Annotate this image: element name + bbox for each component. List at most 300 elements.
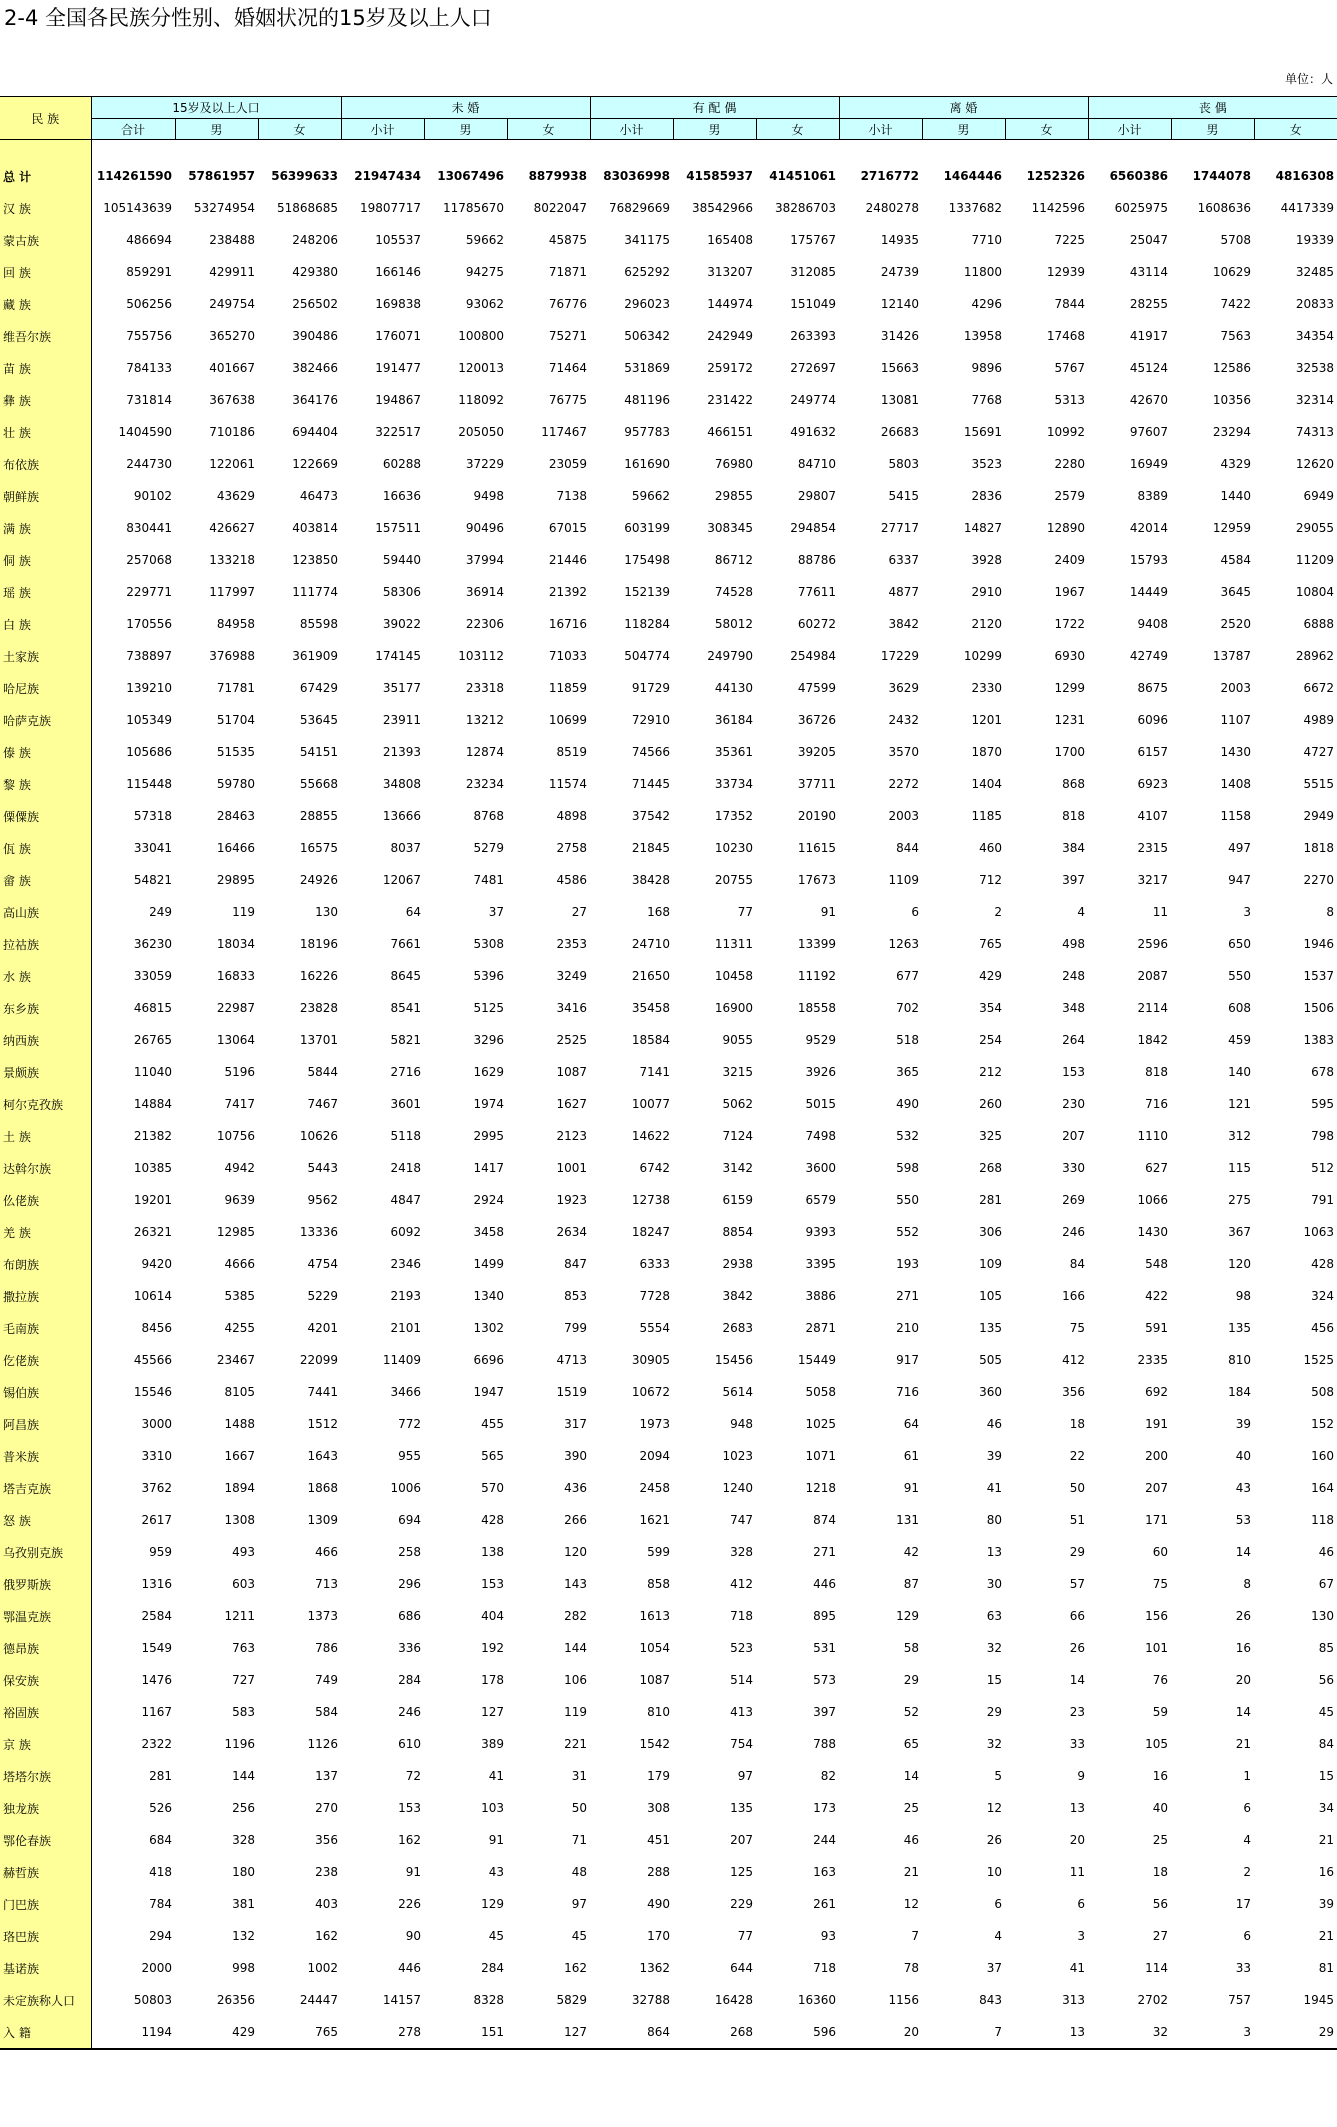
table-cell: 43: [488, 1865, 505, 1879]
table-cell: 460: [979, 841, 1003, 855]
table-cell: 133218: [209, 553, 255, 567]
table-row: [0, 352, 1337, 384]
table-cell: 29807: [797, 489, 837, 503]
table-row: [0, 1568, 1337, 1600]
table-cell: 105: [979, 1289, 1003, 1303]
table-cell: 6025975: [1114, 201, 1169, 215]
table-cell: 583: [232, 1705, 255, 1719]
table-cell: 50: [571, 1801, 588, 1815]
table-cell: 610: [398, 1737, 422, 1751]
table-cell: 17673: [797, 873, 837, 887]
table-cell: 11859: [548, 681, 588, 695]
table-cell: 21382: [133, 1129, 172, 1143]
table-cell: 13787: [1212, 649, 1252, 663]
table-cell: 749: [315, 1673, 339, 1687]
table-cell: 5415: [888, 489, 920, 503]
table-row: [0, 288, 1337, 320]
table-cell: 830441: [126, 521, 172, 535]
table-cell: 1167: [141, 1705, 172, 1719]
table-cell: 1299: [1054, 681, 1086, 695]
table-cell: 6923: [1137, 777, 1169, 791]
table-cell: 6: [911, 905, 920, 919]
table-cell: 738897: [126, 649, 172, 663]
ethnic-group-name: 总 计: [0, 160, 91, 192]
table-cell: 101: [1145, 1641, 1169, 1655]
table-cell: 260: [979, 1097, 1003, 1111]
table-cell: 34354: [1295, 329, 1335, 343]
table-cell: 451: [647, 1833, 671, 1847]
table-cell: 18584: [631, 1033, 671, 1047]
table-cell: 91: [405, 1865, 422, 1879]
table-cell: 176071: [375, 329, 422, 343]
header-sub-col: 女: [507, 119, 590, 140]
table-row: [0, 1408, 1337, 1440]
table-cell: 43: [1235, 1481, 1252, 1495]
table-cell: 200: [1145, 1449, 1169, 1463]
table-cell: 9562: [307, 1193, 339, 1207]
table-cell: 317: [564, 1417, 588, 1431]
table-cell: 2330: [971, 681, 1003, 695]
table-cell: 367: [1228, 1225, 1252, 1239]
table-cell: 26765: [133, 1033, 172, 1047]
table-cell: 151049: [790, 297, 837, 311]
table-cell: 360: [979, 1385, 1003, 1399]
table-cell: 2: [1243, 1865, 1252, 1879]
ethnic-group-name: 裕固族: [0, 1696, 91, 1728]
table-cell: 1087: [639, 1673, 671, 1687]
table-cell: 16716: [548, 617, 588, 631]
table-cell: 74528: [714, 585, 754, 599]
table-cell: 2716: [390, 1065, 422, 1079]
table-cell: 446: [813, 1577, 837, 1591]
table-cell: 1025: [805, 1417, 837, 1431]
table-cell: 5767: [1054, 361, 1086, 375]
table-cell: 8768: [473, 809, 505, 823]
table-cell: 1231: [1054, 713, 1086, 727]
table-cell: 322517: [375, 425, 422, 439]
table-cell: 1613: [639, 1609, 671, 1623]
table-cell: 8879938: [528, 169, 588, 183]
table-cell: 63: [986, 1609, 1003, 1623]
table-cell: 523: [730, 1641, 754, 1655]
table-cell: 4329: [1220, 457, 1252, 471]
table-cell: 15: [1318, 1769, 1335, 1783]
table-cell: 6696: [473, 1353, 505, 1367]
table-cell: 77: [737, 905, 754, 919]
table-cell: 1499: [473, 1257, 505, 1271]
table-cell: 341175: [624, 233, 671, 247]
table-cell: 1868: [307, 1481, 339, 1495]
table-cell: 718: [730, 1609, 754, 1623]
table-cell: 12738: [631, 1193, 671, 1207]
table-cell: 105349: [126, 713, 172, 727]
table-cell: 684: [149, 1833, 172, 1847]
table-cell: 38542966: [691, 201, 754, 215]
header-sub-col: 女: [756, 119, 839, 140]
table-cell: 248: [1062, 969, 1086, 983]
table-cell: 205050: [458, 425, 505, 439]
table-cell: 1373: [307, 1609, 339, 1623]
table-cell: 757: [1228, 1993, 1252, 2007]
table-cell: 608: [1228, 1001, 1252, 1015]
table-cell: 17229: [880, 649, 920, 663]
table-cell: 294854: [790, 521, 837, 535]
table-cell: 118: [1311, 1513, 1335, 1527]
table-cell: 1263: [888, 937, 920, 951]
table-cell: 15691: [963, 425, 1003, 439]
table-cell: 4: [1077, 905, 1086, 919]
table-cell: 71445: [631, 777, 671, 791]
table-cell: 8105: [224, 1385, 255, 1399]
table-cell: 1158: [1220, 809, 1252, 823]
table-cell: 6: [1243, 1801, 1252, 1815]
table-cell: 39205: [797, 745, 837, 759]
table-row: [0, 704, 1337, 736]
table-cell: 120: [1228, 1257, 1252, 1271]
table-cell: 955: [398, 1449, 422, 1463]
table-cell: 44130: [714, 681, 754, 695]
table-cell: 193: [896, 1257, 920, 1271]
table-cell: 428: [1311, 1257, 1335, 1271]
table-cell: 694404: [292, 425, 339, 439]
table-cell: 74313: [1295, 425, 1335, 439]
table-cell: 259172: [707, 361, 754, 375]
table-cell: 1700: [1054, 745, 1086, 759]
table-cell: 120: [564, 1545, 588, 1559]
ethnic-group-name: 入 籍: [0, 2016, 91, 2049]
table-cell: 1643: [307, 1449, 339, 1463]
ethnic-group-name: 仫佬族: [0, 1184, 91, 1216]
table-cell: 281: [979, 1193, 1003, 1207]
table-cell: 531869: [624, 361, 671, 375]
table-cell: 10385: [133, 1161, 172, 1175]
table-cell: 271: [813, 1545, 837, 1559]
table-cell: 5: [994, 1769, 1003, 1783]
table-cell: 11040: [133, 1065, 172, 1079]
table-cell: 6: [1243, 1929, 1252, 1943]
table-cell: 7467: [307, 1097, 339, 1111]
table-cell: 153: [1062, 1065, 1086, 1079]
table-cell: 179: [647, 1769, 671, 1783]
ethnic-group-name: 布朗族: [0, 1248, 91, 1280]
table-cell: 7141: [639, 1065, 671, 1079]
table-cell: 127: [507, 2016, 590, 2049]
table-cell: 229: [730, 1897, 754, 1911]
table-cell: 53274954: [193, 201, 255, 215]
table-cell: 18: [1152, 1865, 1169, 1879]
table-cell: 37229: [465, 457, 505, 471]
table-cell: 231422: [707, 393, 754, 407]
table-cell: 162: [398, 1833, 422, 1847]
ethnic-group-name: 维吾尔族: [0, 320, 91, 352]
table-cell: 2120: [971, 617, 1003, 631]
table-cell: 97607: [1129, 425, 1169, 439]
table-cell: 105143639: [103, 201, 172, 215]
table-cell: 26: [1235, 1609, 1252, 1623]
table-cell: 2087: [1137, 969, 1169, 983]
table-cell: 106: [564, 1673, 588, 1687]
table-row: [0, 1344, 1337, 1376]
table-cell: 4: [994, 1929, 1003, 1943]
table-cell: 169838: [375, 297, 422, 311]
table-cell: 6888: [1303, 617, 1335, 631]
table-cell: 5385: [224, 1289, 255, 1303]
table-cell: 37542: [631, 809, 671, 823]
table-cell: 160: [1311, 1449, 1335, 1463]
table-cell: 3: [1171, 2016, 1254, 2049]
table-cell: 401667: [209, 361, 255, 375]
table-cell: 4666: [224, 1257, 255, 1271]
ethnic-group-name: 阿昌族: [0, 1408, 91, 1440]
table-cell: 29: [1254, 2016, 1337, 2049]
table-cell: 13701: [299, 1033, 339, 1047]
table-cell: 686: [398, 1609, 422, 1623]
ethnic-group-name: 白 族: [0, 608, 91, 640]
table-cell: 47599: [797, 681, 837, 695]
table-row: [0, 1248, 1337, 1280]
table-cell: 8389: [1137, 489, 1169, 503]
table-row: [0, 960, 1337, 992]
table-cell: 40: [1235, 1449, 1252, 1463]
table-cell: 2353: [556, 937, 588, 951]
table-cell: 139210: [126, 681, 172, 695]
ethnic-group-name: 藏 族: [0, 288, 91, 320]
ethnic-group-name: 保安族: [0, 1664, 91, 1696]
table-cell: 117467: [541, 425, 588, 439]
table-cell: 26683: [880, 425, 920, 439]
table-cell: 2000: [141, 1961, 172, 1975]
table-cell: 6560386: [1109, 169, 1169, 183]
table-cell: 17468: [1046, 329, 1086, 343]
table-cell: 115448: [126, 777, 172, 791]
table-row: [0, 1312, 1337, 1344]
table-cell: 2094: [639, 1449, 671, 1463]
table-cell: 7: [911, 1929, 920, 1943]
table-cell: 361909: [292, 649, 339, 663]
ethnic-group-name: 畲 族: [0, 864, 91, 896]
table-cell: 573: [813, 1673, 837, 1687]
table-cell: 1316: [141, 1577, 172, 1591]
table-cell: 312085: [790, 265, 837, 279]
table-cell: 32538: [1295, 361, 1335, 375]
table-cell: 37711: [797, 777, 837, 791]
table-cell: 13067496: [437, 169, 505, 183]
table-cell: 120013: [458, 361, 505, 375]
table-cell: 84958: [216, 617, 255, 631]
table-cell: 1430: [1220, 745, 1252, 759]
table-cell: 9393: [805, 1225, 837, 1239]
table-cell: 1870: [971, 745, 1003, 759]
table-cell: 33: [1235, 1961, 1252, 1975]
table-cell: 10614: [133, 1289, 172, 1303]
table-cell: 1525: [1303, 1353, 1335, 1367]
table-cell: 6930: [1054, 649, 1086, 663]
header-sub-col: 男: [922, 119, 1005, 140]
table-cell: 97: [571, 1897, 588, 1911]
table-cell: 15793: [1129, 553, 1169, 567]
ethnic-group-name: 满 族: [0, 512, 91, 544]
table-cell: 6159: [722, 1193, 754, 1207]
table-cell: 221: [564, 1737, 588, 1751]
table-cell: 5829: [556, 1993, 588, 2007]
table-cell: 153: [481, 1577, 505, 1591]
table-cell: 3217: [1137, 873, 1169, 887]
table-cell: 429911: [209, 265, 255, 279]
table-cell: 859291: [126, 265, 172, 279]
table-cell: 8456: [141, 1321, 172, 1335]
table-cell: 270: [315, 1801, 339, 1815]
table-cell: 21: [1318, 1929, 1335, 1943]
table-cell: 41: [986, 1481, 1003, 1495]
table-cell: 84: [1318, 1737, 1335, 1751]
table-cell: 132: [232, 1929, 255, 1943]
table-row: [0, 1984, 1337, 2016]
table-cell: 84710: [797, 457, 837, 471]
table-cell: 3416: [556, 1001, 588, 1015]
table-cell: 12140: [880, 297, 920, 311]
table-cell: 22: [1069, 1449, 1086, 1463]
table-row: [0, 1824, 1337, 1856]
table-cell: 2836: [971, 489, 1003, 503]
table-cell: 412: [730, 1577, 754, 1591]
table-cell: 264: [1062, 1033, 1086, 1047]
table-row: [0, 1664, 1337, 1696]
table-cell: 10077: [631, 1097, 671, 1111]
table-cell: 5844: [307, 1065, 339, 1079]
table-cell: 947: [1228, 873, 1252, 887]
table-cell: 599: [647, 1545, 671, 1559]
table-row: [0, 1216, 1337, 1248]
table-cell: 41: [488, 1769, 505, 1783]
table-row: [0, 1056, 1337, 1088]
table-cell: 36230: [133, 937, 172, 951]
table-row: [0, 1024, 1337, 1056]
table-cell: 3570: [888, 745, 920, 759]
table-cell: 4255: [224, 1321, 255, 1335]
table-cell: 1818: [1303, 841, 1335, 855]
table-cell: 1156: [888, 1993, 920, 2007]
table-row: [0, 576, 1337, 608]
table-cell: 35177: [382, 681, 422, 695]
table-cell: 16428: [714, 1993, 754, 2007]
table-cell: 35361: [714, 745, 754, 759]
table-cell: 1054: [639, 1641, 671, 1655]
table-cell: 71: [571, 1833, 588, 1847]
table-cell: 13064: [216, 1033, 255, 1047]
header-group-unmarried: 未 婚: [341, 97, 590, 119]
table-row: [0, 1376, 1337, 1408]
table-cell: 426627: [209, 521, 255, 535]
table-cell: 258: [398, 1545, 422, 1559]
table-cell: 15: [986, 1673, 1003, 1687]
table-cell: 810: [647, 1705, 671, 1719]
table-cell: 603: [232, 1577, 255, 1591]
table-cell: 17: [1235, 1897, 1252, 1911]
table-cell: 19201: [133, 1193, 172, 1207]
table-cell: 1211: [224, 1609, 255, 1623]
table-cell: 2114: [1137, 1001, 1169, 1015]
table-cell: 71464: [548, 361, 588, 375]
table-cell: 8: [1243, 1577, 1252, 1591]
table-row: [0, 1280, 1337, 1312]
table-cell: 330: [1062, 1161, 1086, 1175]
table-row: [0, 224, 1337, 256]
table-cell: 2584: [141, 1609, 172, 1623]
table-cell: 4417339: [1280, 201, 1335, 215]
ethnic-group-name: 纳西族: [0, 1024, 91, 1056]
table-cell: 1063: [1303, 1225, 1335, 1239]
table-cell: 53: [1235, 1513, 1252, 1527]
table-cell: 381: [232, 1897, 255, 1911]
table-cell: 103: [481, 1801, 505, 1815]
table-cell: 22099: [299, 1353, 339, 1367]
ethnic-group-name: 东乡族: [0, 992, 91, 1024]
table-cell: 518: [896, 1033, 920, 1047]
table-cell: 3926: [805, 1065, 837, 1079]
table-cell: 100800: [458, 329, 505, 343]
ethnic-group-name: 朝鲜族: [0, 480, 91, 512]
table-cell: 35458: [631, 1001, 671, 1015]
table-cell: 1519: [556, 1385, 588, 1399]
table-cell: 248206: [292, 233, 339, 247]
table-cell: 1417: [473, 1161, 505, 1175]
table-cell: 356: [315, 1833, 339, 1847]
table-cell: 3: [1243, 905, 1252, 919]
table-cell: 90: [405, 1929, 422, 1943]
table-row: [0, 192, 1337, 224]
table-cell: 13399: [797, 937, 837, 951]
table-cell: 1337682: [948, 201, 1003, 215]
table-cell: 772: [398, 1417, 422, 1431]
table-cell: 127: [481, 1705, 505, 1719]
table-cell: 184: [1228, 1385, 1252, 1399]
table-cell: 91: [903, 1481, 920, 1495]
table-cell: 168: [647, 905, 671, 919]
table-cell: 418: [149, 1865, 172, 1879]
table-cell: 3395: [805, 1257, 837, 1271]
table-cell: 6092: [390, 1225, 422, 1239]
table-cell: 2480278: [865, 201, 920, 215]
table-cell: 21393: [382, 745, 422, 759]
table-cell: 46473: [299, 489, 339, 503]
table-cell: 784: [149, 1897, 172, 1911]
table-cell: 32485: [1295, 265, 1335, 279]
header-sub-col: 女: [258, 119, 341, 140]
table-cell: 129: [896, 1609, 920, 1623]
table-cell: 481196: [624, 393, 671, 407]
table-cell: 390: [564, 1449, 588, 1463]
table-cell: 271: [896, 1289, 920, 1303]
table-cell: 114261590: [96, 169, 172, 183]
table-cell: 90102: [133, 489, 172, 503]
table-cell: 37: [488, 905, 505, 919]
table-row: [0, 640, 1337, 672]
table-cell: 1404590: [118, 425, 172, 439]
table-cell: 60: [1152, 1545, 1169, 1559]
table-cell: 5708: [1220, 233, 1252, 247]
table-cell: 138: [481, 1545, 505, 1559]
table-cell: 5308: [473, 937, 505, 951]
table-cell: 20190: [797, 809, 837, 823]
table-cell: 226: [398, 1897, 422, 1911]
table-cell: 2280: [1054, 457, 1086, 471]
table-cell: 11574: [548, 777, 588, 791]
table-cell: 1947: [473, 1385, 505, 1399]
ethnic-group-name: 毛南族: [0, 1312, 91, 1344]
table-cell: 121: [1228, 1097, 1252, 1111]
table-cell: 91729: [631, 681, 671, 695]
table-cell: 52: [903, 1705, 920, 1719]
